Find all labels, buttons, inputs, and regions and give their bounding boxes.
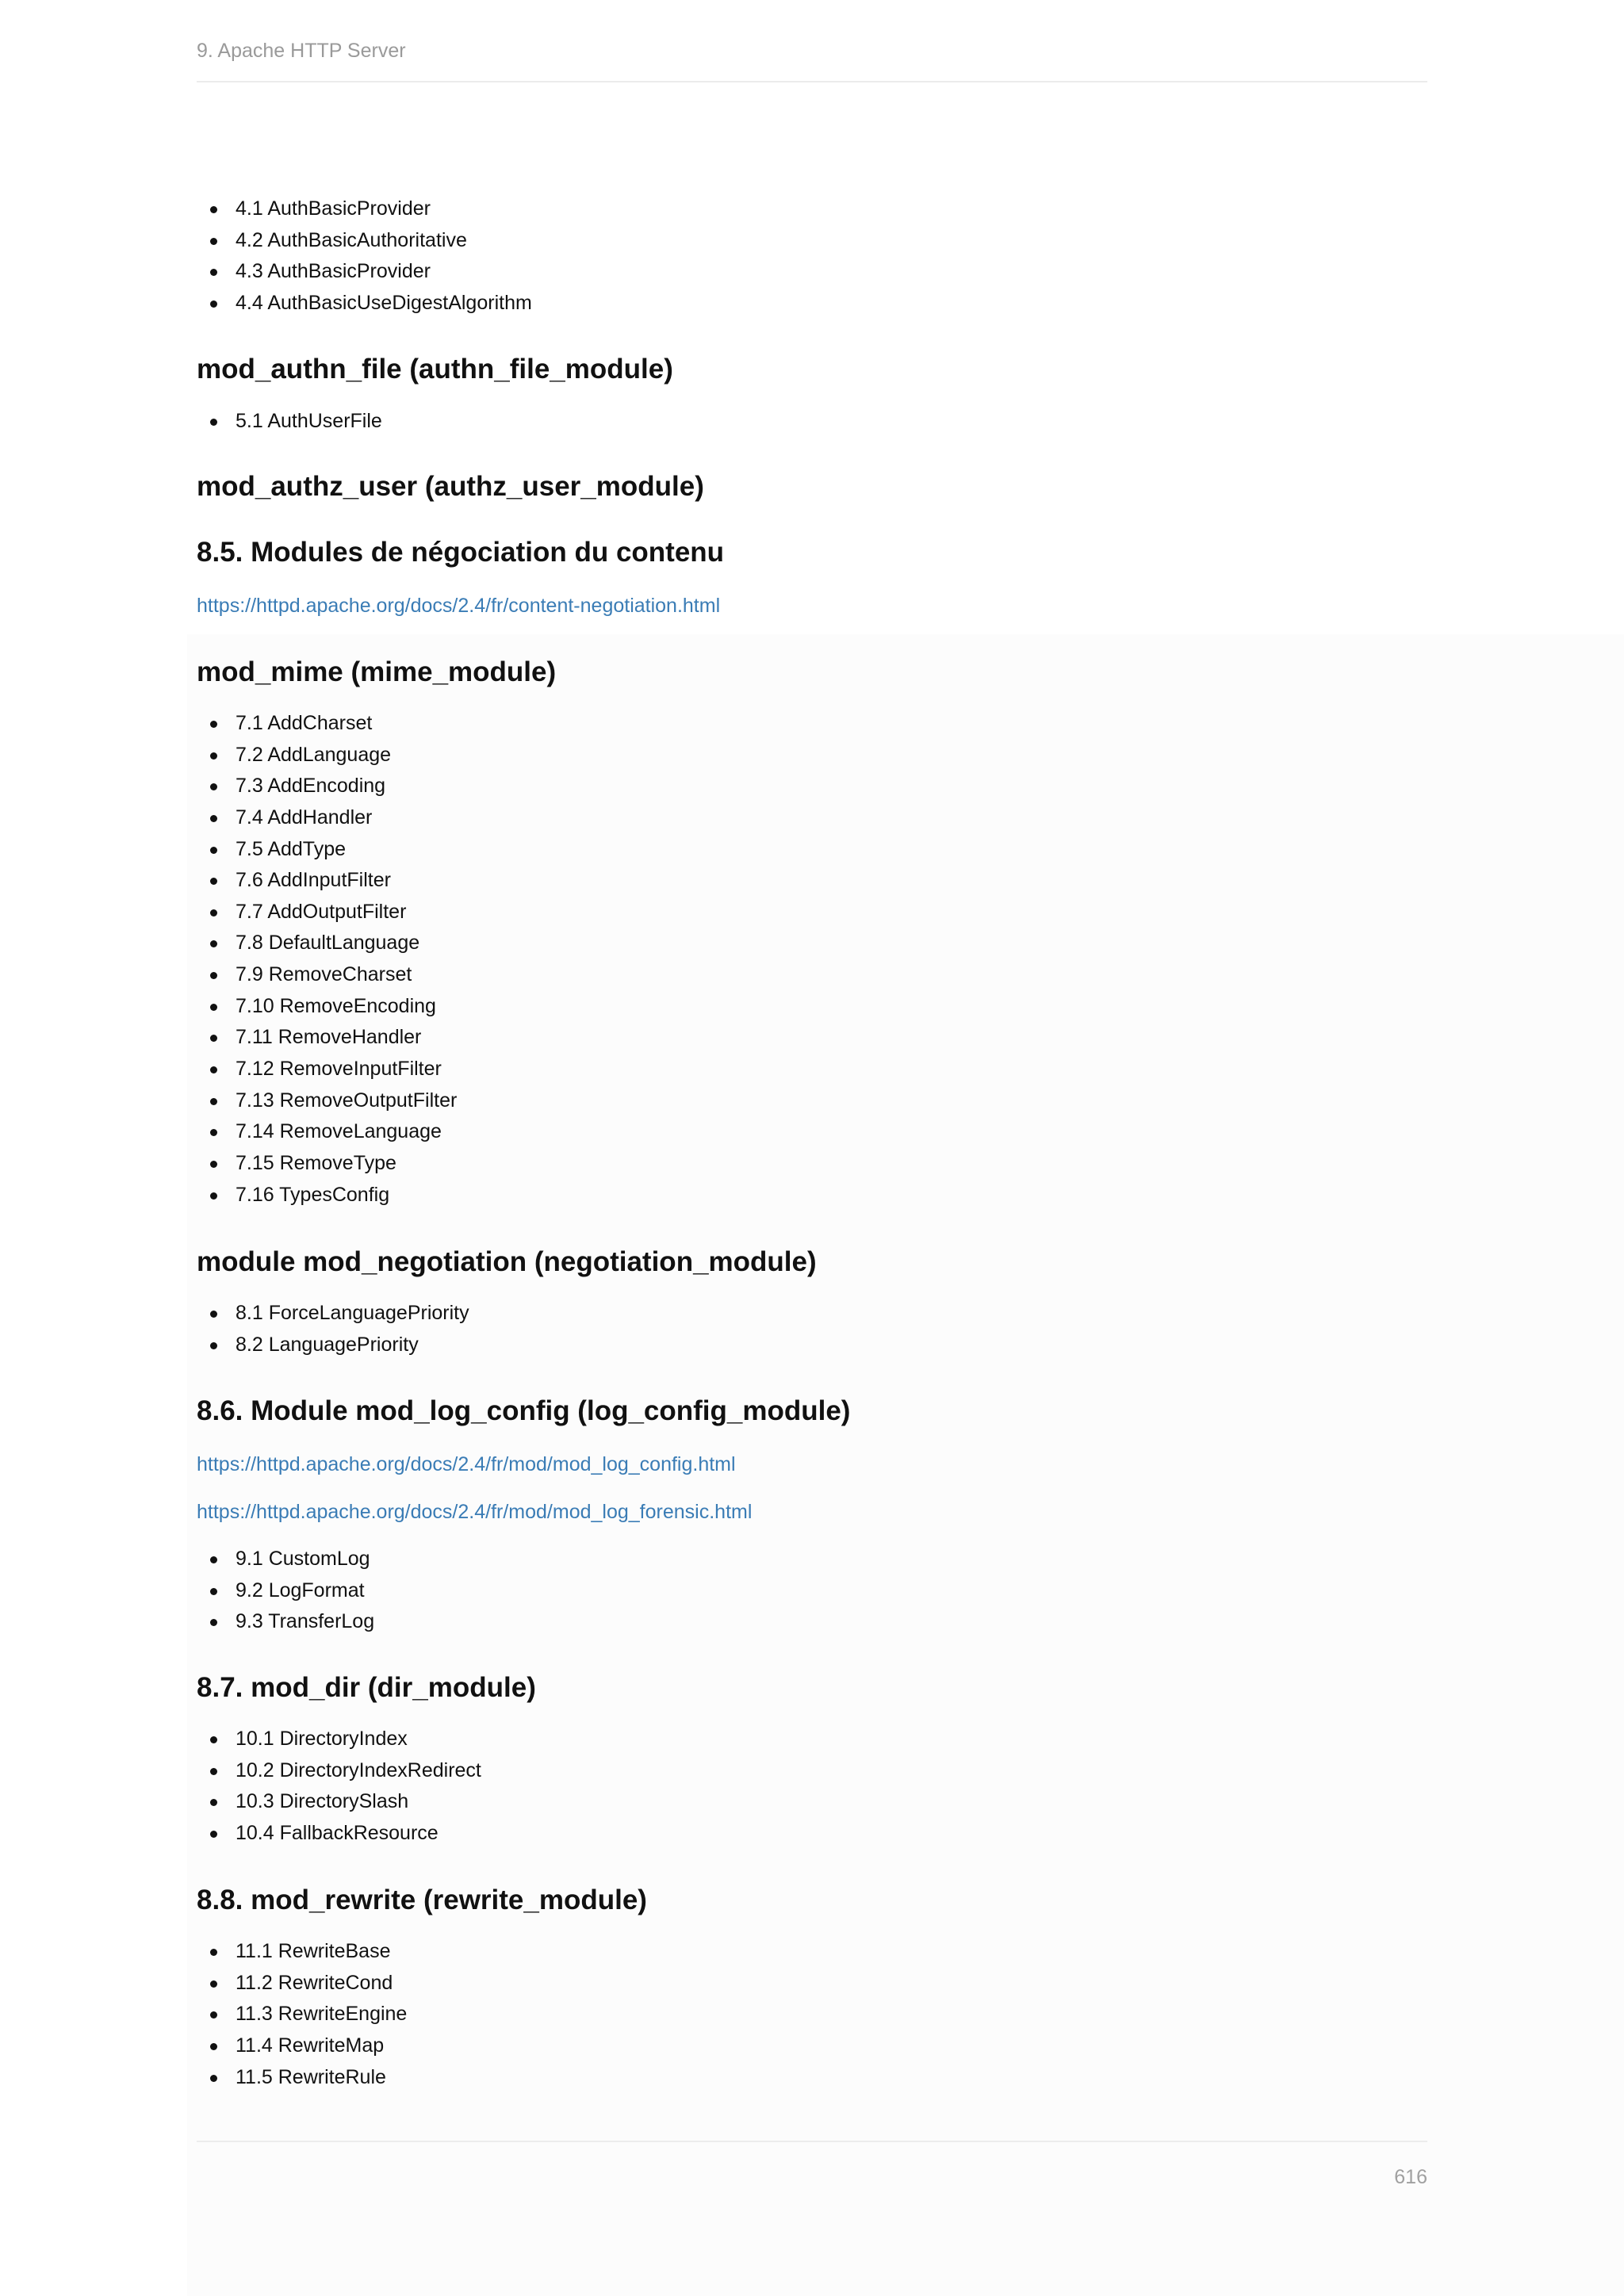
dir-directive-list (197, 1724, 481, 1850)
directive-list-item: 8.1 ForceLanguagePriority (197, 1298, 469, 1330)
section-heading-authn-file: mod_authn_file (authn_file_module) (197, 354, 673, 385)
directive-list-item: 7.1 AddCharset (197, 708, 457, 740)
authn-file-directive-list (197, 406, 382, 438)
directive-list-item: 7.16 TypesConfig (197, 1180, 457, 1211)
page-number: 616 (1394, 2166, 1427, 2188)
directive-list-item: 7.10 RemoveEncoding (197, 991, 457, 1023)
directive-list-item: 10.4 FallbackResource (197, 1818, 481, 1850)
directive-list-item: 7.11 RemoveHandler (197, 1022, 457, 1054)
directive-list-item: 11.1 RewriteBase (197, 1936, 407, 1968)
negotiation-directive-list (197, 1298, 469, 1360)
directive-list-item: 7.6 AddInputFilter (197, 865, 457, 897)
section-heading-log-config: 8.6. Module mod_log_config (log_config_module) (197, 1395, 851, 1426)
directive-list-item: 7.5 AddType (197, 834, 457, 866)
directive-list-item: 7.12 RemoveInputFilter (197, 1054, 457, 1085)
directive-list-item: 7.15 RemoveType (197, 1148, 457, 1180)
directive-list-item: 10.2 DirectoryIndexRedirect (197, 1755, 481, 1787)
directive-list-item: 9.3 TransferLog (197, 1606, 374, 1638)
directive-list-item: 10.1 DirectoryIndex (197, 1724, 481, 1755)
directive-list-item: 11.2 RewriteCond (197, 1968, 407, 1999)
directive-list-item: 7.2 AddLanguage (197, 740, 457, 771)
section-heading-negotiation: module mod_negotiation (negotiation_module) (197, 1246, 817, 1277)
directive-list-item: 8.2 LanguagePriority (197, 1330, 469, 1361)
section-heading-mime: mod_mime (mime_module) (197, 656, 557, 687)
directive-list-item: 9.1 CustomLog (197, 1544, 374, 1575)
directive-list-item: 7.8 DefaultLanguage (197, 928, 457, 959)
content-negotiation-doc-link[interactable]: https://httpd.apache.org/docs/2.4/fr/content-negotiation.html (197, 595, 721, 617)
log-config-directive-list (197, 1544, 374, 1638)
directive-list-item: 11.3 RewriteEngine (197, 1999, 407, 2030)
section-heading-negotiation-modules: 8.5. Modules de négociation du contenu (197, 537, 725, 568)
directive-list-item: 4.1 AuthBasicProvider (197, 193, 532, 225)
directive-list-item: 4.2 AuthBasicAuthoritative (197, 225, 532, 257)
directive-list-item: 7.7 AddOutputFilter (197, 897, 457, 928)
log-forensic-doc-link[interactable]: https://httpd.apache.org/docs/2.4/fr/mod/mod_log_forensic.html (197, 1501, 753, 1523)
section-heading-rewrite: 8.8. mod_rewrite (rewrite_module) (197, 1885, 647, 1915)
rewrite-directive-list (197, 1936, 407, 2093)
directive-list-item: 7.4 AddHandler (197, 802, 457, 834)
directive-list-item: 7.3 AddEncoding (197, 771, 457, 802)
log-config-doc-link[interactable]: https://httpd.apache.org/docs/2.4/fr/mod/mod_log_config.html (197, 1453, 736, 1475)
running-header (197, 35, 1427, 82)
directive-list-item: 9.2 LogFormat (197, 1575, 374, 1607)
page-footer (197, 2141, 1427, 2190)
running-header-title: 9. Apache HTTP Server (197, 40, 406, 62)
mime-directive-list (197, 708, 457, 1211)
directive-list-item: 5.1 AuthUserFile (197, 406, 382, 438)
directive-list-item: 10.3 DirectorySlash (197, 1786, 481, 1818)
directive-list-item: 4.3 AuthBasicProvider (197, 256, 532, 288)
directive-list-item: 7.14 RemoveLanguage (197, 1116, 457, 1148)
directive-list-item: 11.5 RewriteRule (197, 2062, 407, 2094)
directive-list-item: 7.9 RemoveCharset (197, 959, 457, 991)
directive-list-item: 7.13 RemoveOutputFilter (197, 1085, 457, 1117)
section-heading-dir: 8.7. mod_dir (dir_module) (197, 1672, 536, 1703)
directive-list-item: 11.4 RewriteMap (197, 2030, 407, 2062)
auth-basic-directive-list (197, 193, 532, 320)
directive-list-item: 4.4 AuthBasicUseDigestAlgorithm (197, 288, 532, 320)
section-heading-authz-user: mod_authz_user (authz_user_module) (197, 471, 704, 502)
